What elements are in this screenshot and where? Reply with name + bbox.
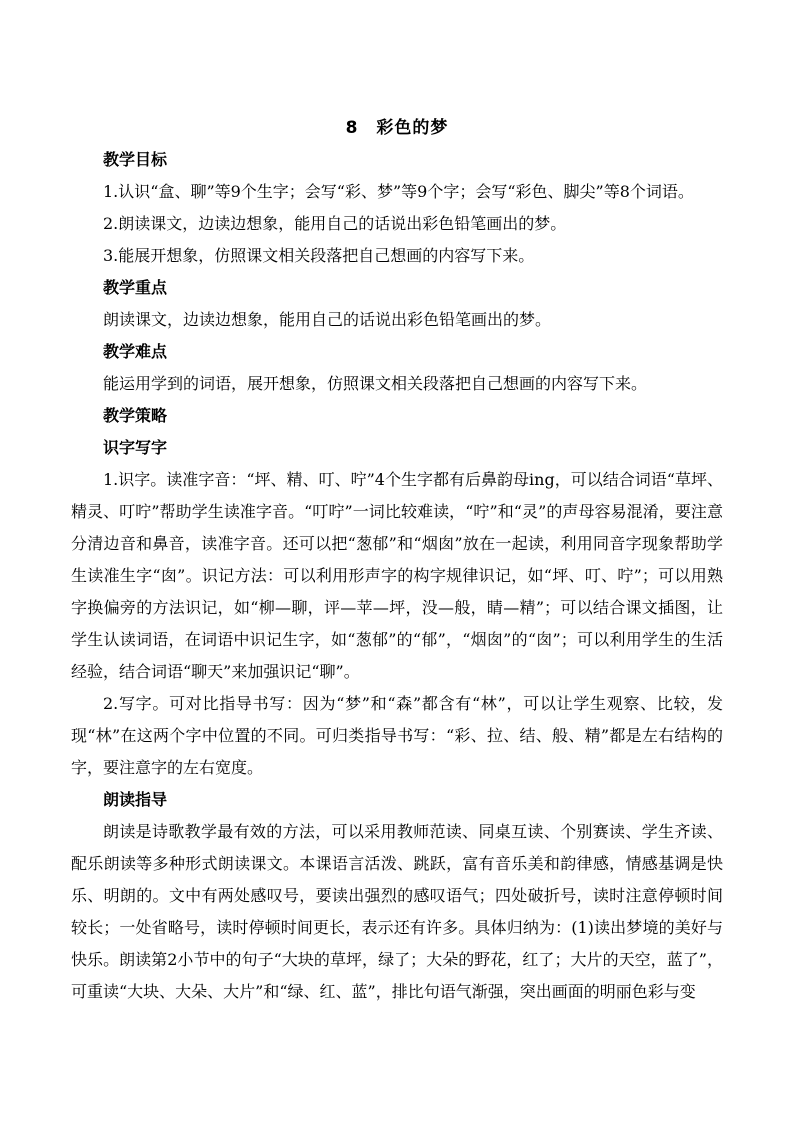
paragraph: 2.写字。可对比指导书写：因为“梦”和“森”都含有“林”，可以让学生观察、比较，发现“林”在这两个字中位置的不同。可归类指导书写：“彩、拉、结、般、精”都是左右结构的字，要注意字的左右宽度。 (71, 694, 723, 777)
section-heading-objectives: 教学目标 (103, 150, 168, 169)
paragraph: 能运用学到的词语，展开想象，仿照课文相关段落把自己想画的内容写下来。 (103, 374, 648, 393)
paragraph: 2.朗读课文，边读边想象，能用自己的话说出彩色铅笔画出的梦。 (103, 214, 567, 233)
paragraph: 3.能展开想象，仿照课文相关段落把自己想画的内容写下来。 (103, 246, 535, 265)
paragraph: 1.识字。读准字音：“坪、精、叮、咛”4个生字都有后鼻韵母ing，可以结合词语“草坪、精灵、叮咛”帮助学生读准字音。“叮咛”一词比较难读，“咛”和“灵”的声母容易混淆，要注意分清边音和鼻音，读准字音。还可以把“葱郁”和“烟囱”放在一起读，利用同音字现象帮助学生读准生字“囱”。识记方法：可以利用形声字的构字规律识记，如“坪、叮、咛”；可以用熟字换偏旁的方法识记，如“柳—聊，评—苹—坪，没—般，睛—精”；可以结合课文插图，让学生认读词语，在词语中识记生字，如“葱郁”的“郁”，“烟囱”的“囱”；可以利用学生的生活经验，结合词语“聊天”来加强识记“聊”。 (71, 470, 723, 681)
section-heading-strategy: 教学策略 (103, 406, 168, 425)
paragraph: 朗读课文，边读边想象，能用自己的话说出彩色铅笔画出的梦。 (103, 310, 552, 329)
section-heading-difficulties: 教学难点 (103, 342, 168, 361)
section-heading-key-points: 教学重点 (103, 278, 168, 297)
section-heading-reading-guide: 朗读指导 (103, 790, 168, 809)
document-title: 8 彩色的梦 (345, 118, 449, 138)
paragraph: 朗读是诗歌教学最有效的方法，可以采用教师范读、同桌互读、个别赛读、学生齐读、配乐朗读等多种形式朗读课文。本课语言活泼、跳跃，富有音乐美和韵律感，情感基调是快乐、明朗的。文中有两处感叹号，要读出强烈的感叹语气；四处破折号，读时注意停顿时间较长；一处省略号，读时停顿时间更长，表示还有许多。具体归纳为：(1)读出梦境的美好与快乐。朗读第2小节中的句子“大块的草坪，绿了；大朵的野花，红了；大片的天空，蓝了”，可重读“大块、大朵、大片”和“绿、红、蓝”，排比句语气渐强，突出画面的明丽色彩与变 (71, 822, 723, 1001)
paragraph: 1.认识“盒、聊”等9个生字；会写“彩、梦”等9个字；会写“彩色、脚尖”等8个词语。 (103, 182, 694, 201)
section-heading-literacy: 识字写字 (103, 438, 168, 457)
